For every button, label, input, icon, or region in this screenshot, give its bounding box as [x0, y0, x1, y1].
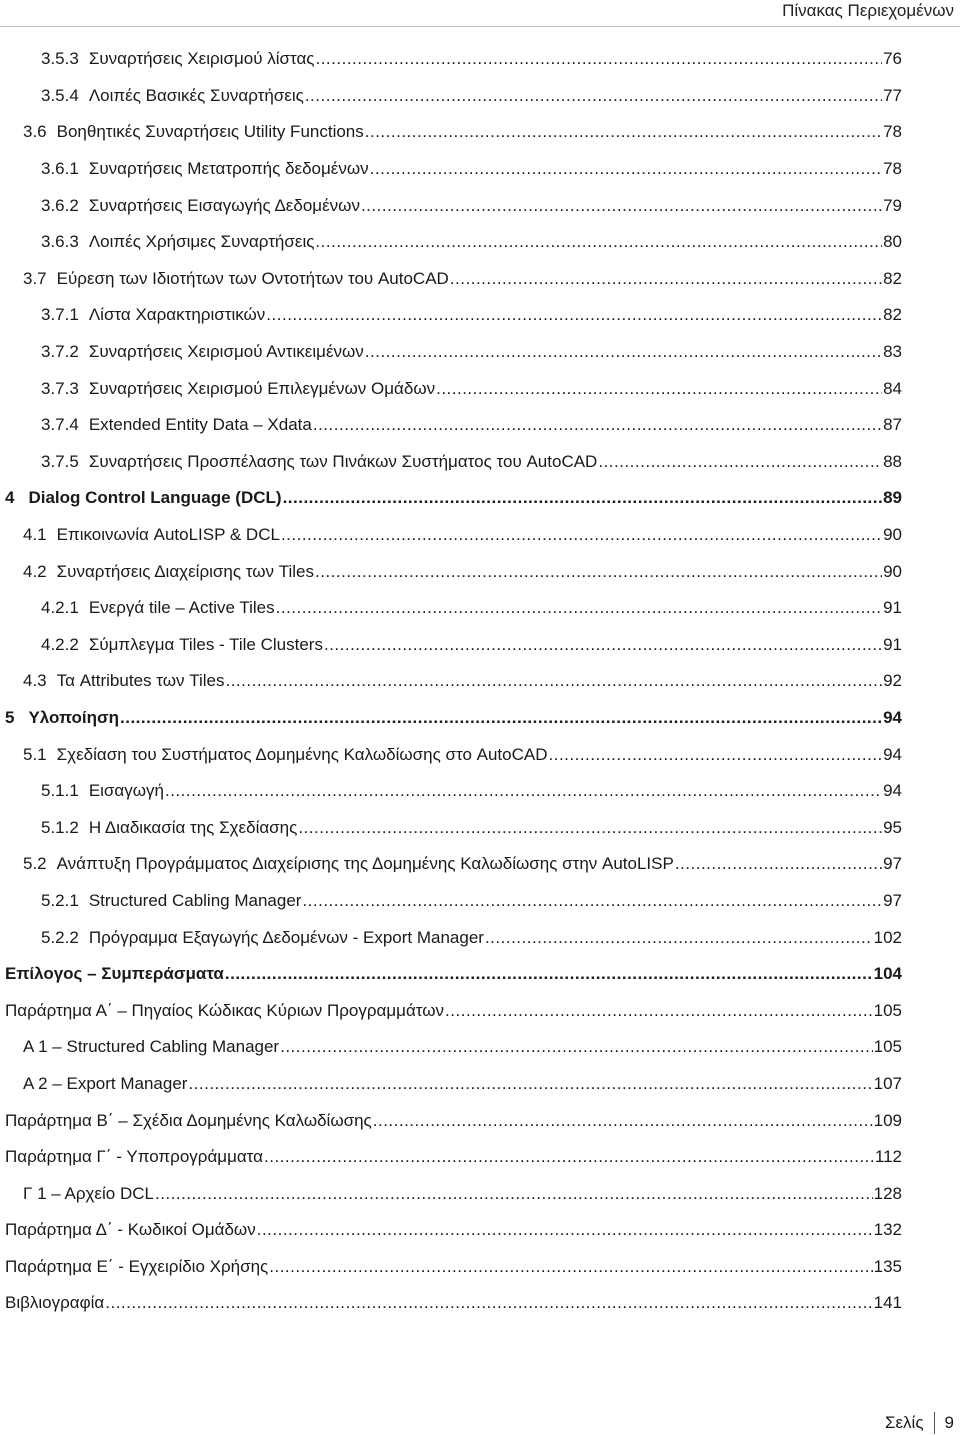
toc-entry[interactable] — [0, 809, 960, 846]
toc-entry-number: 3.7.1 — [41, 305, 79, 325]
toc-entry-title: Υλοποίηση — [28, 707, 120, 727]
toc-entry-number: 5.2.2 — [41, 927, 79, 947]
toc-dot-leader — [324, 634, 882, 656]
toc-entry[interactable] — [0, 992, 960, 1029]
toc-entry-page: 128 — [873, 1183, 902, 1203]
toc-dot-leader — [266, 304, 882, 326]
toc-entry[interactable] — [0, 919, 960, 956]
footer-page-number: 9 — [944, 1413, 954, 1432]
toc-dot-leader — [365, 341, 882, 363]
toc-entry[interactable] — [0, 187, 960, 224]
toc-dot-leader — [445, 1000, 873, 1022]
toc-dot-leader — [370, 158, 882, 180]
toc-entry-title: Α 2 – Export Manager — [23, 1073, 188, 1093]
toc-entry-number: 5.2 — [23, 854, 47, 874]
page-footer — [885, 1412, 954, 1434]
toc-entry[interactable] — [0, 444, 960, 481]
toc-dot-leader — [302, 890, 882, 912]
toc-entry-page: 95 — [883, 817, 902, 837]
toc-entry[interactable] — [0, 297, 960, 334]
toc-dot-leader — [315, 231, 882, 253]
toc-entry-title: Γ 1 – Αρχείο DCL — [23, 1183, 154, 1203]
toc-dot-leader — [225, 670, 882, 692]
toc-dot-leader — [598, 451, 882, 473]
toc-entry-number: 4.3 — [23, 671, 47, 691]
toc-entry-page: 90 — [883, 525, 902, 545]
toc-entry-title: Βοηθητικές Συναρτήσεις Utility Functions — [56, 122, 364, 142]
toc-dot-leader — [155, 1183, 873, 1205]
toc-entry-number: 3.6.2 — [41, 195, 79, 215]
toc-entry[interactable] — [0, 627, 960, 664]
toc-entry-page: 78 — [883, 159, 902, 179]
toc-entry-number: 3.7.5 — [41, 451, 79, 471]
toc-dot-leader — [315, 48, 882, 70]
toc-entry-title: Παράρτημα Ε΄ - Εγχειρίδιο Χρήσης — [5, 1256, 269, 1276]
toc-entry[interactable] — [0, 480, 960, 517]
toc-dot-leader — [105, 1292, 872, 1314]
toc-entry-title: Σύμπλεγμα Tiles - Tile Clusters — [88, 634, 323, 654]
toc-dot-leader — [269, 1256, 872, 1278]
toc-entry-title: Επίλογος – Συμπεράσματα — [5, 964, 224, 984]
toc-entry-page: 107 — [873, 1073, 902, 1093]
toc-dot-leader — [225, 963, 873, 985]
toc-entry[interactable] — [0, 590, 960, 627]
toc-entry[interactable] — [0, 78, 960, 115]
toc-entry-title: Τα Attributes των Tiles — [56, 671, 225, 691]
toc-entry-number: 5.1.1 — [41, 781, 79, 801]
toc-entry-number: 5.2.1 — [41, 890, 79, 910]
toc-entry-page: 82 — [883, 268, 902, 288]
toc-dot-leader — [549, 744, 883, 766]
toc-entry-number: 5.1 — [23, 744, 47, 764]
footer-separator — [934, 1412, 935, 1434]
toc-entry[interactable] — [0, 1212, 960, 1249]
toc-entry-page: 76 — [883, 49, 902, 69]
toc-entry-page: 88 — [883, 451, 902, 471]
toc-entry-title: Λίστα Χαρακτηριστικών — [88, 305, 266, 325]
toc-entry[interactable] — [0, 1029, 960, 1066]
toc-entry-page: 89 — [883, 488, 902, 508]
toc-entry-page: 135 — [873, 1256, 902, 1276]
toc-entry-number: 3.6.3 — [41, 232, 79, 252]
toc-entry-page: 80 — [883, 232, 902, 252]
toc-dot-leader — [276, 597, 882, 619]
toc-entry-title: Συναρτήσεις Διαχείρισης των Tiles — [56, 561, 314, 581]
running-header: Πίνακας Περιεχομένων — [782, 1, 954, 20]
toc-entry-title: Συναρτήσεις Χειρισμού Αντικειμένων — [88, 342, 364, 362]
table-of-contents — [0, 41, 960, 1322]
toc-entry-page: 112 — [874, 1147, 902, 1167]
toc-entry-page: 97 — [883, 890, 902, 910]
toc-entry-title: Πρόγραμμα Εξαγωγής Δεδομένων - Export Manager — [88, 927, 484, 947]
toc-entry-page: 102 — [873, 927, 902, 947]
toc-entry-number: 3.7.4 — [41, 415, 79, 435]
toc-entry[interactable] — [0, 663, 960, 700]
toc-entry-title: Βιβλιογραφία — [5, 1293, 105, 1313]
toc-entry[interactable] — [0, 370, 960, 407]
toc-entry[interactable] — [0, 517, 960, 554]
toc-entry[interactable] — [0, 736, 960, 773]
toc-entry-number: 3.7.3 — [41, 378, 79, 398]
toc-entry-title: Structured Cabling Manager — [88, 890, 302, 910]
toc-entry[interactable] — [0, 1139, 960, 1176]
toc-entry-number: 3.6.1 — [41, 159, 79, 179]
toc-entry-number: 4 — [5, 488, 15, 508]
toc-entry-page: 141 — [873, 1293, 902, 1313]
toc-entry[interactable] — [0, 1249, 960, 1286]
toc-entry[interactable] — [0, 1102, 960, 1139]
toc-entry-title: Συναρτήσεις Μετατροπής δεδομένων — [88, 159, 369, 179]
toc-entry[interactable] — [0, 883, 960, 920]
toc-entry-page: 105 — [873, 1000, 902, 1020]
toc-entry-page: 91 — [883, 598, 902, 618]
toc-entry-title: Εισαγωγή — [88, 781, 164, 801]
toc-entry-page: 83 — [883, 342, 902, 362]
toc-entry-page: 94 — [883, 744, 902, 764]
toc-entry-number: 4.2.1 — [41, 598, 79, 618]
toc-entry-number: 3.5.4 — [41, 85, 79, 105]
toc-dot-leader — [361, 195, 882, 217]
toc-dot-leader — [165, 780, 882, 802]
toc-entry[interactable] — [0, 553, 960, 590]
toc-entry-number: 5 — [5, 707, 15, 727]
toc-dot-leader — [281, 524, 882, 546]
toc-dot-leader — [436, 378, 882, 400]
toc-entry-title: Η Διαδικασία της Σχεδίασης — [88, 817, 298, 837]
toc-entry-number: 4.2.2 — [41, 634, 79, 654]
toc-entry[interactable] — [0, 407, 960, 444]
toc-dot-leader — [315, 561, 882, 583]
toc-entry-page: 82 — [883, 305, 902, 325]
header-rule — [0, 26, 960, 27]
toc-entry-title: Παράρτημα Δ΄ - Κωδικοί Ομάδων — [5, 1220, 256, 1240]
toc-dot-leader — [280, 1036, 873, 1058]
toc-entry[interactable] — [0, 956, 960, 993]
toc-entry[interactable] — [0, 151, 960, 188]
toc-entry-title: Επικοινωνία AutoLISP & DCL — [56, 525, 280, 545]
toc-entry-title: Εύρεση των Ιδιοτήτων των Οντοτήτων του AutoCAD — [56, 268, 449, 288]
toc-entry[interactable] — [0, 1285, 960, 1322]
footer-label: Σελίς — [884, 1413, 924, 1432]
toc-entry[interactable] — [0, 773, 960, 810]
toc-dot-leader — [283, 487, 883, 509]
toc-entry[interactable] — [0, 334, 960, 371]
toc-dot-leader — [188, 1073, 872, 1095]
toc-entry-page: 79 — [883, 195, 902, 215]
toc-entry-page: 104 — [873, 964, 902, 984]
toc-entry-title: Λοιπές Βασικές Συναρτήσεις — [88, 85, 304, 105]
toc-dot-leader — [264, 1146, 874, 1168]
toc-entry-number: 5.1.2 — [41, 817, 79, 837]
toc-entry-page: 91 — [883, 634, 902, 654]
toc-dot-leader — [373, 1110, 873, 1132]
toc-entry-title: Σχεδίαση του Συστήματος Δομημένης Καλωδίωσης στο AutoCAD — [56, 744, 548, 764]
toc-entry-page: 109 — [873, 1110, 902, 1130]
toc-entry-page: 132 — [873, 1220, 902, 1240]
toc-entry[interactable] — [0, 261, 960, 298]
toc-entry-page: 94 — [883, 781, 902, 801]
toc-entry-number: 3.6 — [23, 122, 47, 142]
toc-entry-title: Παράρτημα Α΄ – Πηγαίος Κώδικας Κύριων Προγραμμάτων — [5, 1000, 445, 1020]
toc-entry-number: 3.7 — [23, 268, 47, 288]
toc-dot-leader — [675, 853, 882, 875]
toc-dot-leader — [485, 927, 873, 949]
toc-dot-leader — [305, 85, 882, 107]
toc-entry-title: Συναρτήσεις Χειρισμού λίστας — [88, 49, 315, 69]
toc-entry[interactable] — [0, 41, 960, 78]
toc-entry-number: 3.5.3 — [41, 49, 79, 69]
toc-entry[interactable] — [0, 700, 960, 737]
toc-entry-page: 77 — [883, 85, 902, 105]
toc-dot-leader — [313, 414, 882, 436]
toc-entry-title: Συναρτήσεις Προσπέλασης των Πινάκων Συστήματος του AutoCAD — [88, 451, 598, 471]
toc-dot-leader — [365, 121, 882, 143]
toc-entry-page: 97 — [883, 854, 902, 874]
toc-entry-title: Dialog Control Language (DCL) — [28, 488, 282, 508]
toc-dot-leader — [257, 1219, 873, 1241]
toc-dot-leader — [298, 817, 882, 839]
toc-entry[interactable] — [0, 1066, 960, 1103]
toc-entry-title: Α 1 – Structured Cabling Manager — [23, 1037, 280, 1057]
toc-entry[interactable] — [0, 1175, 960, 1212]
toc-entry-number: 4.2 — [23, 561, 47, 581]
toc-entry-page: 105 — [873, 1037, 902, 1057]
toc-entry-title: Συναρτήσεις Χειρισμού Επιλεγμένων Ομάδων — [88, 378, 436, 398]
toc-entry-number: 3.7.2 — [41, 342, 79, 362]
toc-entry-page: 94 — [883, 707, 902, 727]
toc-entry-page: 84 — [883, 378, 902, 398]
toc-entry-title: Παράρτημα Β΄ – Σχέδια Δομημένης Καλωδίωσης — [5, 1110, 372, 1130]
toc-entry-title: Συναρτήσεις Εισαγωγής Δεδομένων — [88, 195, 360, 215]
toc-entry-title: Λοιπές Χρήσιμες Συναρτήσεις — [88, 232, 315, 252]
toc-entry-number: 4.1 — [23, 525, 47, 545]
toc-dot-leader — [450, 268, 882, 290]
toc-entry-title: Ανάπτυξη Προγράμματος Διαχείρισης της Δομημένης Καλωδίωσης στην AutoLISP — [56, 854, 674, 874]
toc-entry-page: 87 — [883, 415, 902, 435]
toc-entry[interactable] — [0, 224, 960, 261]
toc-entry-title: Παράρτημα Γ΄ - Υποπρογράμματα — [5, 1147, 263, 1167]
toc-entry-page: 92 — [883, 671, 902, 691]
toc-entry[interactable] — [0, 846, 960, 883]
toc-entry-title: Extended Entity Data – Xdata — [88, 415, 312, 435]
toc-entry-page: 90 — [883, 561, 902, 581]
toc-dot-leader — [120, 707, 882, 729]
toc-entry-page: 78 — [883, 122, 902, 142]
toc-entry[interactable] — [0, 114, 960, 151]
toc-entry-title: Ενεργά tile – Active Tiles — [88, 598, 275, 618]
